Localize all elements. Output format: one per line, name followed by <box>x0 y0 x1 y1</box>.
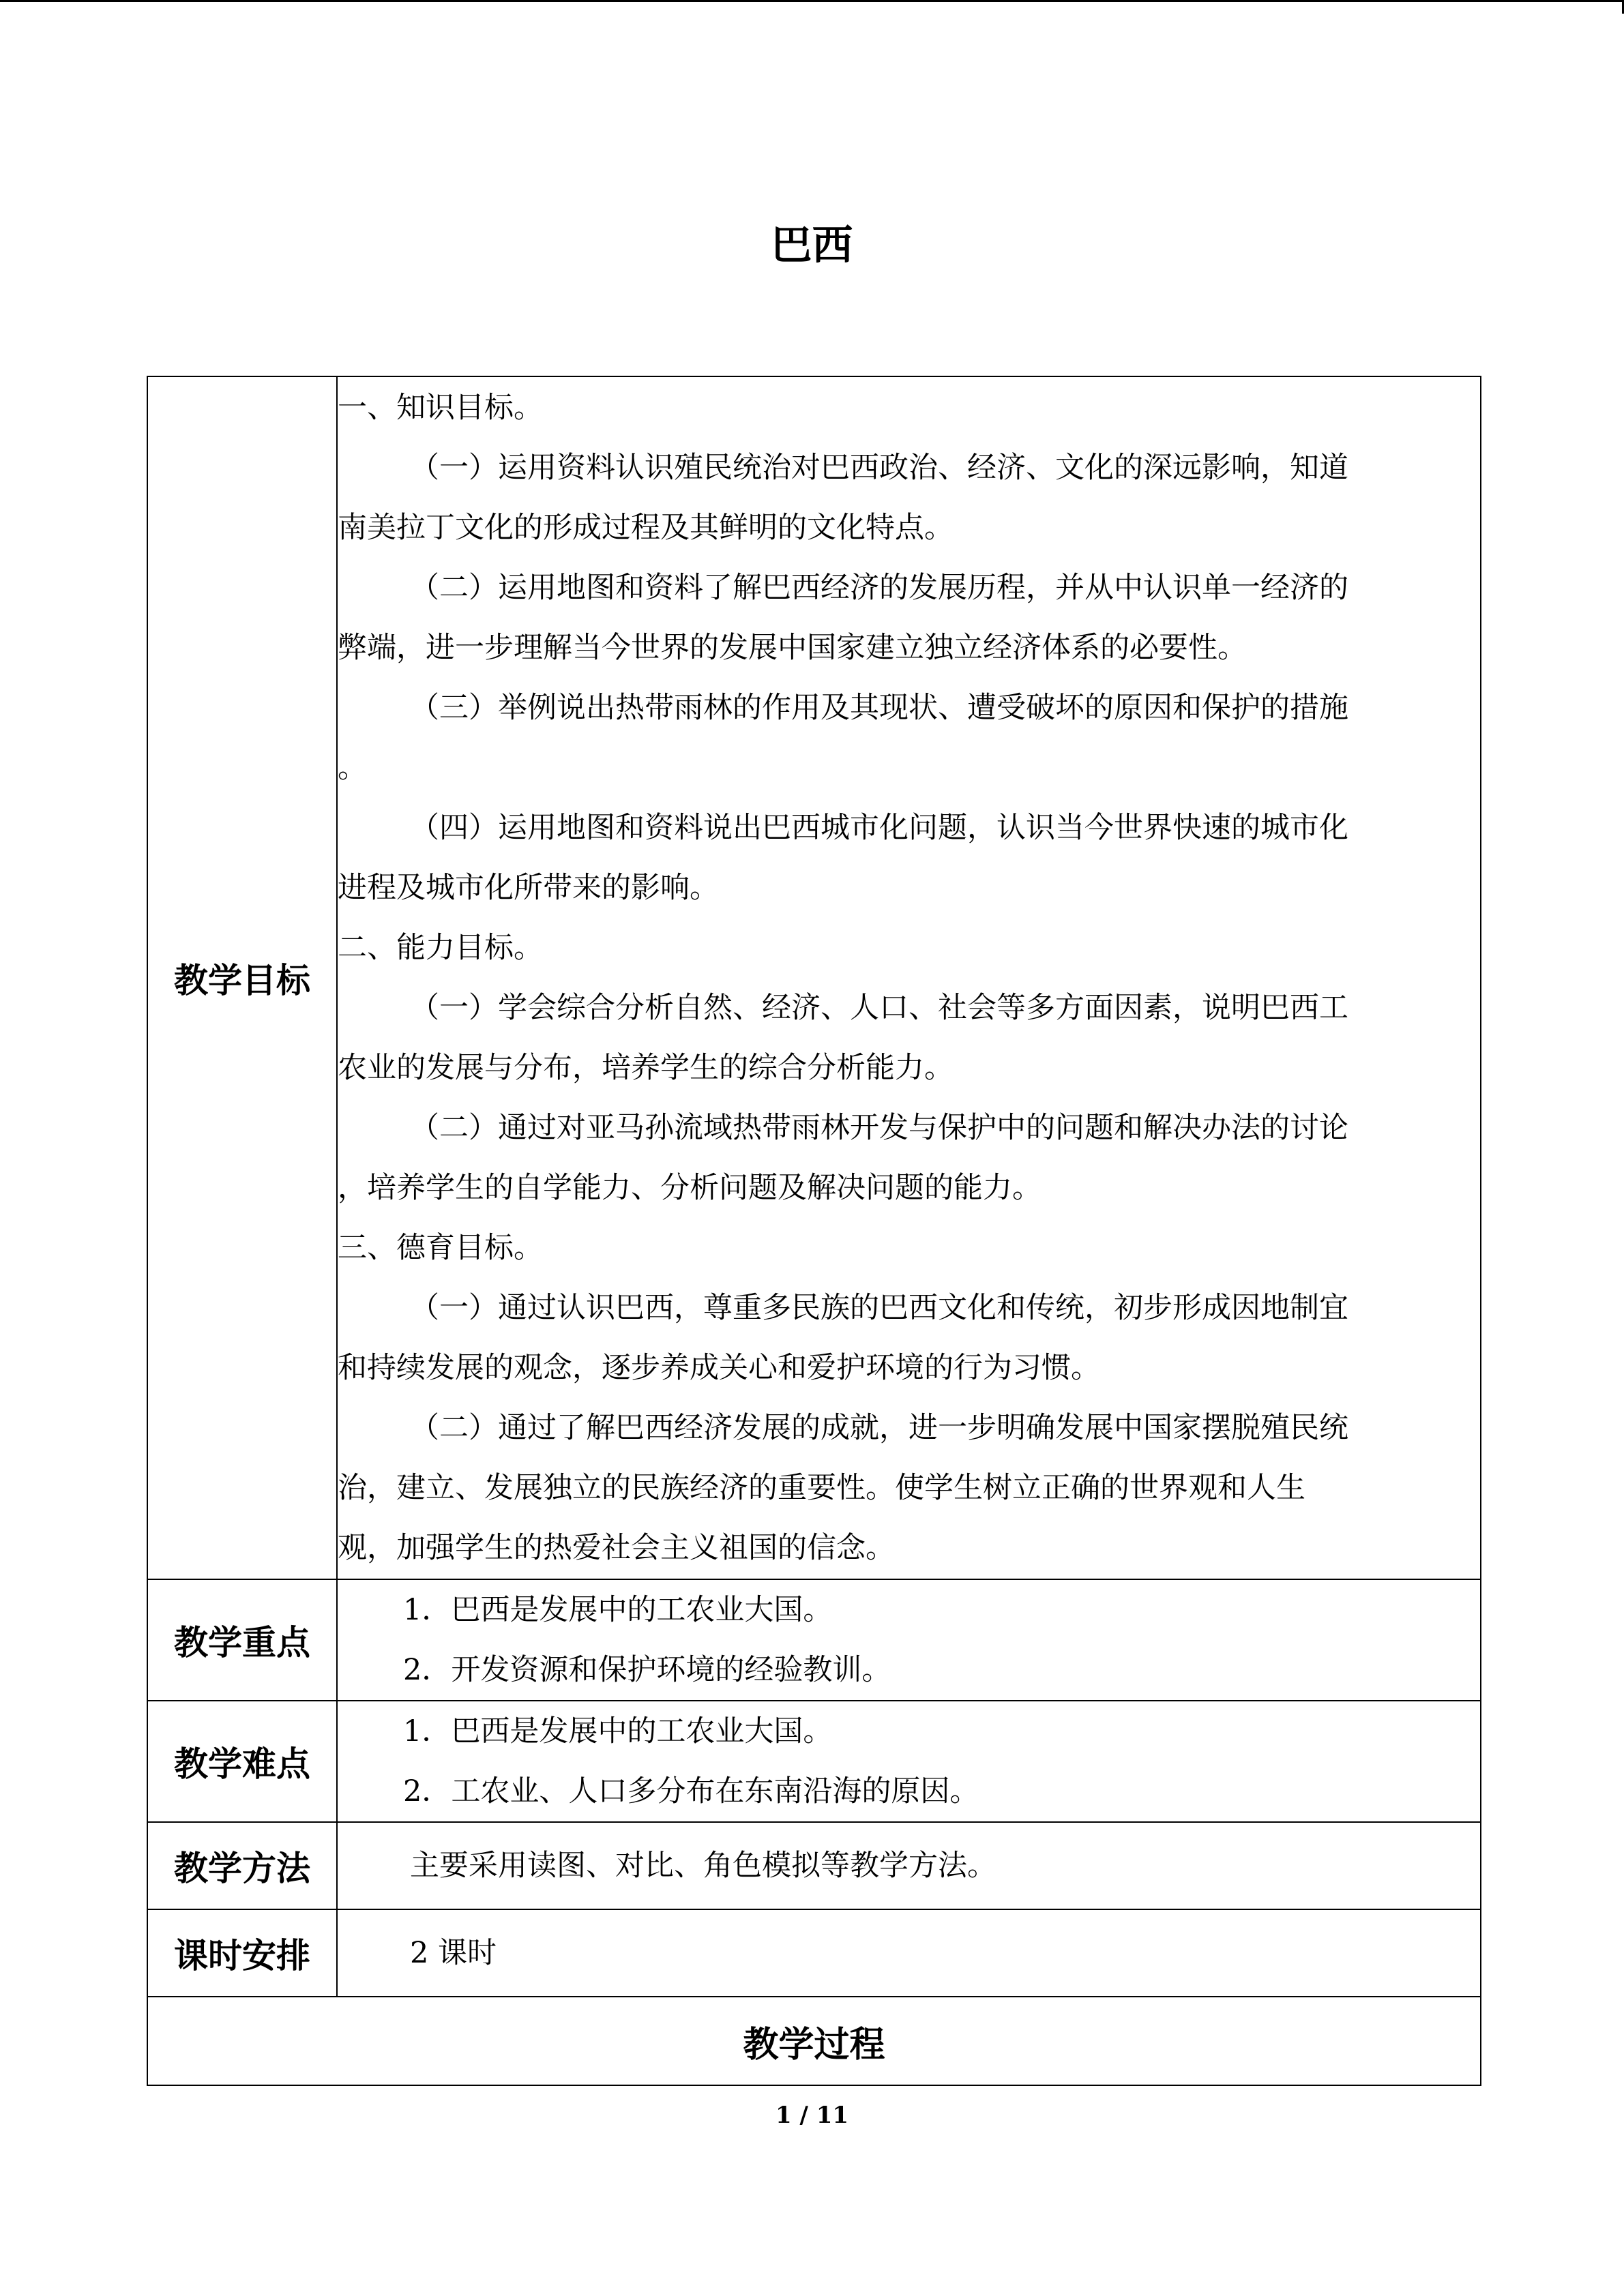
process-heading: 教学过程 <box>147 1997 1481 2085</box>
objectives-content <box>337 376 1481 1579</box>
objective-line: 二、能力目标。 <box>338 931 543 965</box>
objective-line: 治，建立、发展独立的民族经济的重要性。使学生树立正确的世界观和人生 <box>338 1471 1305 1505</box>
objective-line: （一）学会综合分析自然、经济、人口、社会等多方面因素，说明巴西工 <box>410 991 1348 1025</box>
key-points-row <box>147 1579 1481 1701</box>
objectives-label: 教学目标 <box>147 376 337 1579</box>
objective-line: 农业的发展与分布，培养学生的综合分析能力。 <box>338 1051 954 1085</box>
objective-line: （三）举例说出热带雨林的作用及其现状、遭受破坏的原因和保护的措施 <box>410 691 1348 725</box>
document-title: 巴西 <box>771 222 853 269</box>
objective-line: （二）运用地图和资料了解巴西经济的发展历程，并从中认识单一经济的 <box>410 571 1348 605</box>
objective-line: 三、德育目标。 <box>338 1231 543 1265</box>
difficulties-label: 教学难点 <box>147 1701 337 1822</box>
key-points-content <box>337 1579 1481 1701</box>
top-border-line <box>0 0 1624 2</box>
difficulty-line: 2．工农业、人口多分布在东南沿海的原因。 <box>403 1774 979 1808</box>
objective-line: 观，加强学生的热爱社会主义祖国的信念。 <box>338 1531 895 1565</box>
objective-line: 进程及城市化所带来的影响。 <box>338 871 719 905</box>
key-point-line: 2．开发资源和保护环境的经验教训。 <box>403 1653 891 1687</box>
key-points-label: 教学重点 <box>147 1579 337 1701</box>
objective-line: （二）通过了解巴西经济发展的成就，进一步明确发展中国家摆脱殖民统 <box>410 1411 1348 1445</box>
lesson-plan-table <box>147 376 1481 2086</box>
page-number: 1 / 11 <box>775 2102 849 2129</box>
methods-row <box>147 1822 1481 1909</box>
methods-content <box>337 1822 1481 1909</box>
process-row <box>147 1997 1481 2085</box>
difficulties-content <box>337 1701 1481 1822</box>
objectives-row <box>147 376 1481 1579</box>
key-point-line: 1．巴西是发展中的工农业大国。 <box>403 1593 833 1627</box>
objective-line: ，培养学生的自学能力、分析问题及解决问题的能力。 <box>338 1171 1042 1205</box>
objective-line: 和持续发展的观念，逐步养成关心和爱护环境的行为习惯。 <box>338 1351 1100 1385</box>
objective-line: （一）运用资料认识殖民统治对巴西政治、经济、文化的深远影响，知道 <box>410 451 1348 485</box>
schedule-row <box>147 1909 1481 1997</box>
objective-line: 弊端，进一步理解当今世界的发展中国家建立独立经济体系的必要性。 <box>338 631 1247 665</box>
objective-line: 一、知识目标。 <box>338 391 543 425</box>
schedule-text: 2 课时 <box>410 1936 497 1970</box>
objective-line: 。 <box>338 751 367 785</box>
schedule-label: 课时安排 <box>147 1909 337 1997</box>
objective-line: （四）运用地图和资料说出巴西城市化问题，认识当今世界快速的城市化 <box>410 811 1348 845</box>
objective-line: （一）通过认识巴西，尊重多民族的巴西文化和传统，初步形成因地制宜 <box>410 1291 1348 1325</box>
objective-line: （二）通过对亚马孙流域热带雨林开发与保护中的问题和解决办法的讨论 <box>410 1111 1348 1145</box>
objective-line: 南美拉丁文化的形成过程及其鲜明的文化特点。 <box>338 511 954 545</box>
difficulty-line: 1．巴西是发展中的工农业大国。 <box>403 1714 833 1748</box>
difficulties-row <box>147 1701 1481 1822</box>
methods-label: 教学方法 <box>147 1822 337 1909</box>
methods-text: 主要采用读图、对比、角色模拟等教学方法。 <box>410 1849 996 1883</box>
schedule-content <box>337 1909 1481 1997</box>
